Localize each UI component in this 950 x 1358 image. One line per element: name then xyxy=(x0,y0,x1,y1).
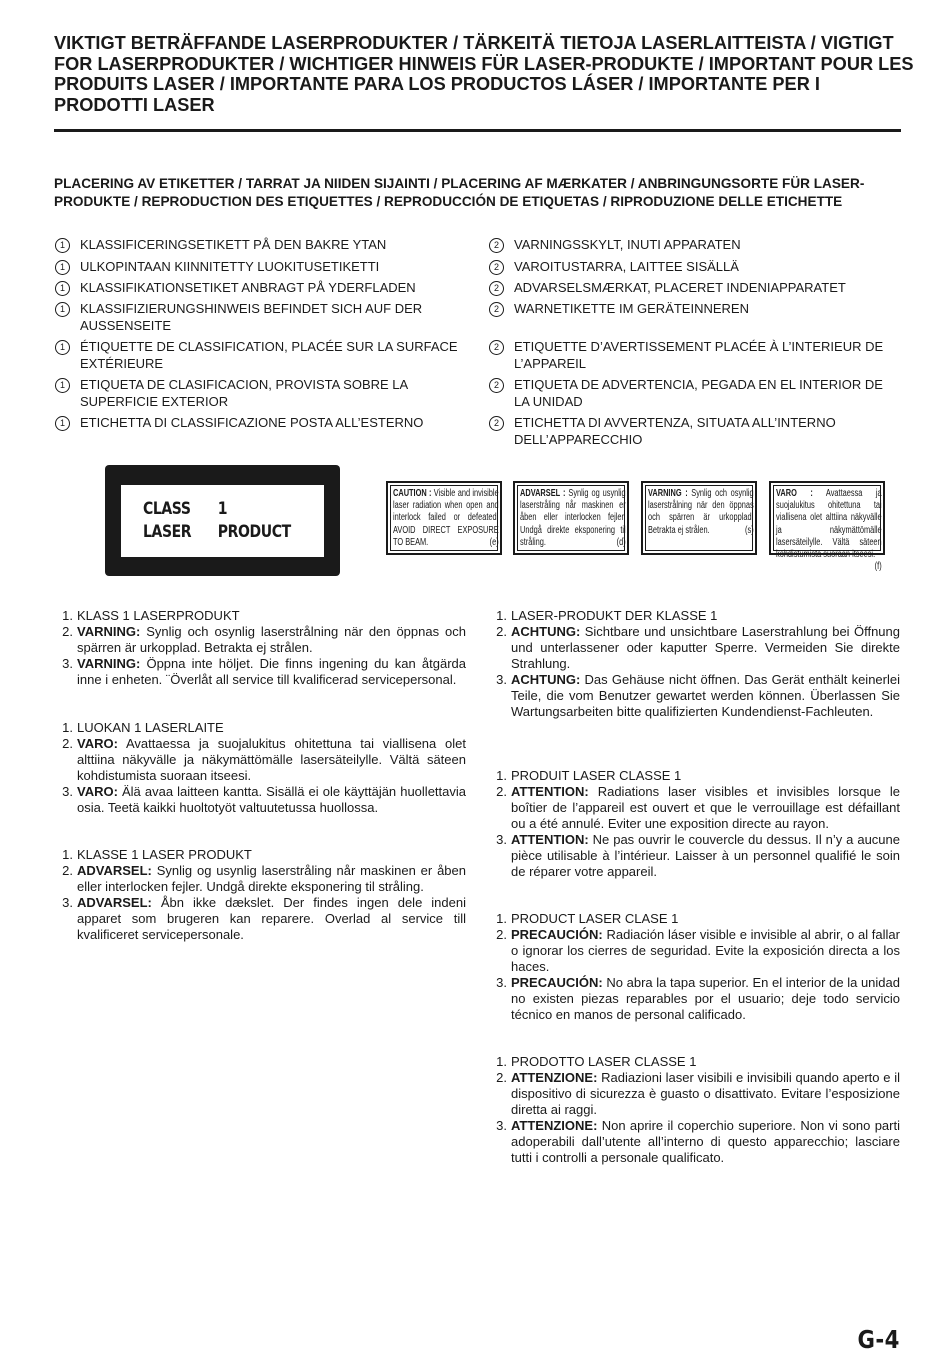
item-text xyxy=(511,832,900,880)
class-label-laser: LASER xyxy=(143,522,192,541)
circled-number-icon: 2 xyxy=(489,238,504,253)
item-number: 3. xyxy=(496,1118,507,1133)
warning-item xyxy=(488,911,900,927)
label-location-item xyxy=(54,338,469,372)
item-keyword: ADVARSEL: xyxy=(77,895,152,910)
label-location-text: ÉTIQUETTE DE CLASSIFICATION, PLACÉE SUR LA SURFACE EXTÉRIEURE xyxy=(80,339,458,371)
item-text xyxy=(511,975,900,1023)
label-location-text: KLASSIFIKATIONSETIKET ANBRAGT PÅ YDERFLADEN xyxy=(80,280,416,295)
warning-item xyxy=(488,768,900,784)
warning-block xyxy=(488,1054,900,1166)
item-keyword: ATTENZIONE: xyxy=(511,1118,598,1133)
class-1-laser-label xyxy=(105,465,340,576)
item-number: 1. xyxy=(62,847,73,862)
item-number: 3. xyxy=(62,656,73,671)
item-number: 3. xyxy=(62,895,73,910)
warning-block xyxy=(54,608,466,688)
warning-label-text xyxy=(393,488,499,549)
item-text xyxy=(77,608,466,624)
item-keyword: ATTENTION: xyxy=(511,832,589,847)
item-text xyxy=(77,863,466,895)
label-location-text: ETIQUETA DE ADVERTENCIA, PEGADA EN EL INTERIOR DE LA UNIDAD xyxy=(514,377,883,409)
circled-number-icon: 2 xyxy=(489,260,504,275)
label-location-item xyxy=(54,279,469,296)
warning-label-inner xyxy=(517,485,625,551)
item-keyword: ADVARSEL: xyxy=(77,863,152,878)
item-number: 1. xyxy=(496,608,507,623)
item-body: KLASS 1 LASERPRODUKT xyxy=(77,608,240,623)
item-number: 3. xyxy=(496,832,507,847)
warning-label-title: ADVARSEL : xyxy=(520,488,566,499)
warning-item xyxy=(54,720,466,736)
item-number: 3. xyxy=(496,975,507,990)
item-text xyxy=(511,672,900,720)
warning-label-title: VARNING : xyxy=(648,488,688,499)
page-number: G-4 xyxy=(857,1325,900,1354)
item-text xyxy=(511,1070,900,1118)
label-location-item xyxy=(488,300,900,317)
label-location-text: KLASSIFIZIERUNGSHINWEIS BEFINDET SICH AUF DER AUSSENSEITE xyxy=(80,301,423,333)
warning-item xyxy=(54,656,466,688)
item-number: 2. xyxy=(62,624,73,639)
item-text xyxy=(511,911,900,927)
warning-label-body: Visible and invisible laser radiation when open and interlock failed or defeated. AVOID DIRECT EXPOSURE TO BEAM. xyxy=(393,488,499,548)
item-keyword: VARNING: xyxy=(77,656,141,671)
item-keyword: ATTENTION: xyxy=(511,784,589,799)
label-location-text: KLASSIFICERINGSETIKETT PÅ DEN BAKRE YTAN xyxy=(80,237,387,252)
title-divider xyxy=(54,129,901,132)
warning-label-1 xyxy=(513,481,629,555)
label-location-item xyxy=(54,236,469,253)
circled-number-icon: 1 xyxy=(55,281,70,296)
warning-label-inner xyxy=(390,485,498,551)
item-body: PRODUIT LASER CLASSE 1 xyxy=(511,768,682,783)
warning-block xyxy=(488,608,900,720)
item-keyword: VARNING: xyxy=(77,624,141,639)
item-body: KLASSE 1 LASER PRODUKT xyxy=(77,847,252,862)
warning-item xyxy=(54,608,466,624)
item-number: 2. xyxy=(62,863,73,878)
class-label-line-2 xyxy=(143,522,291,541)
circled-number-icon: 1 xyxy=(55,302,70,317)
item-keyword: ACHTUNG: xyxy=(511,672,581,687)
item-body: PRODOTTO LASER CLASSE 1 xyxy=(511,1054,697,1069)
item-keyword: ACHTUNG: xyxy=(511,624,581,639)
class-label-product: PRODUCT xyxy=(217,522,291,541)
label-location-item xyxy=(488,338,900,372)
label-location-item xyxy=(54,300,469,334)
class-label-inner xyxy=(121,485,324,557)
warning-label-body: Synlig og usynlig laserstråling når maskinen er åben eller interlocken fejler. Undgå direkte eksponering til stråling. xyxy=(520,488,626,548)
class-label-number: 1 xyxy=(217,499,228,518)
label-location-text: ETIQUETA DE CLASIFICACION, PROVISTA SOBRE LA SUPERFICIE EXTERIOR xyxy=(80,377,408,409)
circled-number-icon: 1 xyxy=(55,238,70,253)
label-location-item xyxy=(54,414,469,431)
item-body: LASER-PRODUKT DER KLASSE 1 xyxy=(511,608,718,623)
item-keyword: ATTENZIONE: xyxy=(511,1070,598,1085)
item-text xyxy=(511,608,900,624)
item-number: 1. xyxy=(62,720,73,735)
warning-item xyxy=(488,784,900,832)
label-location-text: VARNINGSSKYLT, INUTI APPARATEN xyxy=(514,237,741,252)
class-label-line-1 xyxy=(143,499,227,518)
warning-item xyxy=(488,1118,900,1166)
item-number: 1. xyxy=(62,608,73,623)
circled-number-icon: 2 xyxy=(489,416,504,431)
warning-item xyxy=(488,1054,900,1070)
label-location-text: ETIQUETTE D’AVERTISSEMENT PLACÉE À L’INTERIEUR DE L’APPAREIL xyxy=(514,339,884,371)
label-location-item xyxy=(54,258,469,275)
warning-item xyxy=(54,847,466,863)
warning-label-body: Synlig och osynlig laserstrålning när den öppnas och spärren är urkopplad. Betrakta ej strålen. xyxy=(648,488,754,536)
item-body: Radiations laser visibles et invisibles lorsque le boîtier de l’appareil est ouvert et que le verrouillage est défaillant ou a été annulé. Eviter une exposition directe au rayon. xyxy=(511,784,900,831)
warning-block xyxy=(54,847,466,943)
item-body: Älä avaa laitteen kantta. Sisällä ei ole käyttäjän huollettavia osia. Teetä kaikki huoltotyöt valtuutetussa huollossa. xyxy=(77,784,466,815)
label-location-item xyxy=(488,376,900,410)
warning-label-inner xyxy=(773,485,882,573)
circled-number-icon: 2 xyxy=(489,281,504,296)
warning-block xyxy=(54,720,466,816)
item-number: 3. xyxy=(496,672,507,687)
item-body: Sichtbare und unsichtbare Laserstrahlung bei Öffnung und unterlassener oder kaputter Sperre. Vermeiden Sie direkte Strahlung. xyxy=(511,624,900,671)
warning-label-text xyxy=(776,488,882,573)
item-text xyxy=(511,784,900,832)
item-keyword: PRECAUCIÓN: xyxy=(511,975,603,990)
warning-item xyxy=(488,927,900,975)
warning-item xyxy=(54,863,466,895)
item-keyword: PRECAUCIÓN: xyxy=(511,927,603,942)
warning-item xyxy=(54,784,466,816)
item-number: 2. xyxy=(496,624,507,639)
circled-number-icon: 2 xyxy=(489,340,504,355)
item-text xyxy=(511,1054,900,1070)
item-body: Avattaessa ja suojalukitus ohitettuna tai viallisena olet alttiina näkyvälle ja näkymättömälle lasersäteilylle. Vältä säteen kohdistumista suoraan itseesi. xyxy=(77,736,466,783)
item-body: LUOKAN 1 LASERLAITE xyxy=(77,720,224,735)
circled-number-icon: 1 xyxy=(55,378,70,393)
warning-label-inner xyxy=(645,485,753,551)
warning-label-title: VARO : xyxy=(776,488,813,499)
warning-label-2 xyxy=(641,481,757,555)
item-text xyxy=(77,784,466,816)
circled-number-icon: 1 xyxy=(55,416,70,431)
item-body: Synlig og usynlig laserstråling når maskinen er åben eller interlocken fejler. Undgå direkte eksponering til stråling. xyxy=(77,863,466,894)
item-text xyxy=(77,847,466,863)
item-body: Radiazioni laser visibili e invisibili quando aperto e il dispositivo di sicurezza è guasto o disattivato. Evitare l’esposizione diretta ai raggi. xyxy=(511,1070,900,1117)
label-location-text: ADVARSELSMÆRKAT, PLACERET INDENIAPPARATET xyxy=(514,280,846,295)
item-body: Non aprire il coperchio superiore. Non vi sono parti adoperabili dall’utente all’interno di questo apparecchio; lasciare tutti i controlli a personale qualificato. xyxy=(511,1118,900,1165)
warning-item xyxy=(488,975,900,1023)
warning-label-0 xyxy=(386,481,502,555)
warning-item xyxy=(54,624,466,656)
warning-label-code: (s) xyxy=(745,524,754,536)
item-body: Ne pas ouvrir le couvercle du dessus. Il n’y a aucune pièce utilisable à l’intérieur. Laisser à un personnel qualifié le soin de réparer votre appareil. xyxy=(511,832,900,879)
label-location-item xyxy=(488,258,900,275)
circled-number-icon: 2 xyxy=(489,378,504,393)
item-body: Radiación láser visible e invisible al abrir, o al fallar o ignorar los cierres de seguridad. Evite la exposición directa a los haces. xyxy=(511,927,900,974)
warning-label-title: CAUTION : xyxy=(393,488,432,499)
circled-number-icon: 1 xyxy=(55,260,70,275)
item-text xyxy=(511,624,900,672)
circled-number-icon: 2 xyxy=(489,302,504,317)
warning-label-code: (f) xyxy=(874,561,882,573)
item-body: No abra la tapa superior. En el interior de la unidad no existen piezas reparables por el usuario; deje todo servicio técnico en manos de personal calificado. xyxy=(511,975,900,1022)
warning-item xyxy=(488,1070,900,1118)
label-location-text: VAROITUSTARRA, LAITTEE SISÄLLÄ xyxy=(514,259,739,274)
label-location-text: ETICHETTA DI AVVERTENZA, SITUATA ALL’INTERNO DELL’APPARECCHIO xyxy=(514,415,836,447)
warning-label-text xyxy=(520,488,626,549)
item-number: 2. xyxy=(496,784,507,799)
item-number: 3. xyxy=(62,784,73,799)
label-location-item xyxy=(54,376,469,410)
item-keyword: VARO: xyxy=(77,784,118,799)
circled-number-icon: 1 xyxy=(55,340,70,355)
warning-block xyxy=(488,768,900,880)
warning-block xyxy=(488,911,900,1023)
warning-item xyxy=(54,736,466,784)
class-label-word: CLASS xyxy=(143,499,191,518)
item-number: 1. xyxy=(496,1054,507,1069)
item-number: 2. xyxy=(496,1070,507,1085)
item-text xyxy=(511,927,900,975)
warning-label-text xyxy=(648,488,754,537)
section-title: PLACERING AV ETIKETTER / TARRAT JA NIIDEN SIJAINTI / PLACERING AF MÆRKATER / ANBRINGUNGSORTE FÜR LASER-PRODUKTE / REPRODUCTION DES ETIQUETTES / REPRODUCCIÓN DE ETIQUETAS / RIPRODUZIONE DELLE ETICHETTE xyxy=(54,176,865,209)
item-number: 2. xyxy=(496,927,507,942)
warning-label-3 xyxy=(769,481,885,573)
warning-label-code: (d) xyxy=(616,536,626,548)
item-body: Das Gehäuse nicht öffnen. Das Gerät enthält keinerlei Teile, die vom Benutzer gewartet werden können. Überlassen Sie Wartungsarbeiten bitte qualifizierten Kundendienst-Fachleuten. xyxy=(511,672,900,719)
warning-item xyxy=(488,672,900,720)
label-location-text: WARNETIKETTE IM GERÄTEINNEREN xyxy=(514,301,749,316)
item-text xyxy=(77,895,466,943)
warning-item xyxy=(54,895,466,943)
page-title: VIKTIGT BETRÄFFANDE LASERPRODUKTER / TÄRKEITÄ TIETOJA LASERLAITTEISTA / VIGTIGT FOR LASERPRODUKTER / WICHTIGER HINWEIS FÜR LASER-PRODUKTE / IMPORTANT POUR LES PRODUITS LASER / IMPORTANTE PARA LOS PRODUCTOS LÁSER / IMPORTANTE PER I PRODOTTI LASER xyxy=(54,33,914,115)
item-text xyxy=(511,1118,900,1166)
warning-label-body: Avattaessa ja suojalukitus ohitettuna tai viallisena olet alttiina näkyvälle ja näkymättömälle lasersäteilylle. Vältä säteen kohdistumista suoraan itseesi. xyxy=(776,488,882,561)
label-location-item xyxy=(488,279,900,296)
warning-item xyxy=(488,624,900,672)
label-location-text: ULKOPINTAAN KIINNITETTY LUOKITUSETIKETTI xyxy=(80,259,380,274)
item-body: Synlig och osynlig laserstrålning när den öppnas och spärren är urkopplad. Betrakta ej strålen. xyxy=(77,624,466,655)
label-location-text: ETICHETTA DI CLASSIFICAZIONE POSTA ALL’ESTERNO xyxy=(80,415,424,430)
item-keyword: VARO: xyxy=(77,736,118,751)
warning-item xyxy=(488,832,900,880)
label-location-item xyxy=(488,414,900,448)
item-text xyxy=(77,624,466,656)
item-number: 1. xyxy=(496,768,507,783)
item-text xyxy=(511,768,900,784)
warning-item xyxy=(488,608,900,624)
item-number: 1. xyxy=(496,911,507,926)
item-body: Öppna inte höljet. Die finns ingening du kan åtgärda inne i enheten. ¨Överlåt all service till kvalificerad servicepersonal. xyxy=(77,656,466,687)
item-body: Åbn ikke dækslet. Der findes ingen dele indeni apparet som brugeren kan reparere. Overlad al service till kvalificeret servicepersonale. xyxy=(77,895,466,942)
item-number: 2. xyxy=(62,736,73,751)
label-location-item xyxy=(488,236,900,253)
warning-label-code: (e) xyxy=(489,536,499,548)
item-text xyxy=(77,736,466,784)
item-body: PRODUCT LASER CLASE 1 xyxy=(511,911,679,926)
item-text xyxy=(77,656,466,688)
item-text xyxy=(77,720,466,736)
